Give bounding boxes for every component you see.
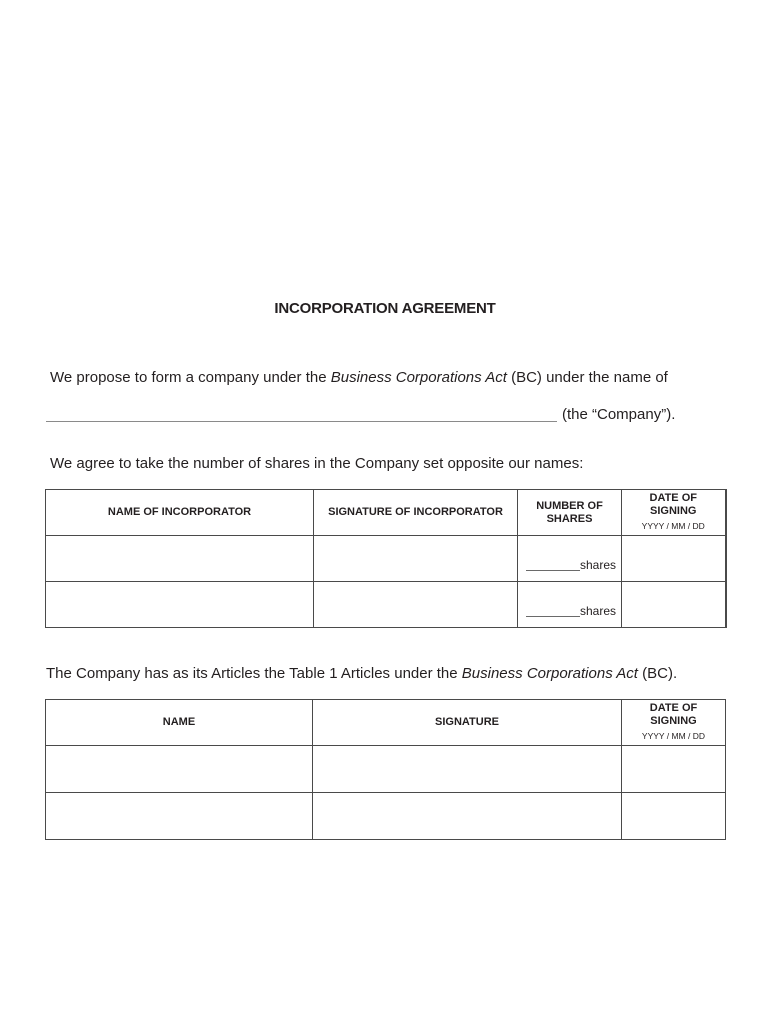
header-date-label: DATE OF SIGNING xyxy=(649,702,698,727)
incorporator-signature-cell[interactable] xyxy=(314,582,518,628)
table-row xyxy=(46,793,726,840)
header-date-of-signing xyxy=(622,490,726,536)
shares-label: shares xyxy=(580,604,617,618)
intro-text-after: (BC) under the name of xyxy=(506,369,668,386)
header-name: NAME xyxy=(46,700,313,746)
incorporators-table xyxy=(45,489,727,628)
signatories-table xyxy=(45,699,726,840)
date-of-signing-cell[interactable] xyxy=(622,536,726,582)
shares-cell[interactable] xyxy=(518,536,622,582)
intro-paragraph xyxy=(50,369,668,386)
shares-label: shares xyxy=(580,558,617,572)
header-date-label: DATE OF SIGNING xyxy=(649,492,697,517)
name-cell[interactable] xyxy=(46,793,313,840)
date-format-hint: YYYY / MM / DD xyxy=(641,731,706,741)
header-name-of-incorporator: NAME OF INCORPORATOR xyxy=(46,490,314,536)
header-date-of-signing xyxy=(622,700,726,746)
date-of-signing-cell[interactable] xyxy=(622,746,726,793)
table-header-row xyxy=(46,490,726,536)
header-signature-of-incorporator: SIGNATURE OF INCORPORATOR xyxy=(314,490,518,536)
articles-text-after: (BC). xyxy=(637,665,678,682)
company-name-field[interactable] xyxy=(46,407,557,422)
table-header-row xyxy=(46,700,726,746)
articles-act-name: Business Corporations Act xyxy=(461,665,638,682)
table-row xyxy=(46,582,726,628)
shares-intro: We agree to take the number of shares in the Company set opposite our names: xyxy=(50,455,584,472)
document-title: INCORPORATION AGREEMENT xyxy=(274,300,496,317)
incorporator-name-cell[interactable] xyxy=(46,536,314,582)
header-number-of-shares xyxy=(518,490,622,536)
date-of-signing-cell[interactable] xyxy=(622,582,726,628)
articles-paragraph xyxy=(46,665,677,682)
date-format-hint: YYYY / MM / DD xyxy=(641,521,705,531)
incorporator-signature-cell[interactable] xyxy=(314,536,518,582)
header-signature: SIGNATURE xyxy=(313,700,622,746)
name-cell[interactable] xyxy=(46,746,313,793)
table-row xyxy=(46,746,726,793)
shares-blank-line[interactable] xyxy=(526,570,580,571)
signature-cell[interactable] xyxy=(313,746,622,793)
date-of-signing-cell[interactable] xyxy=(622,793,726,840)
table-row xyxy=(46,536,726,582)
act-name: Business Corporations Act xyxy=(330,369,507,386)
shares-cell[interactable] xyxy=(518,582,622,628)
company-suffix: (the “Company”). xyxy=(562,406,676,423)
incorporator-name-cell[interactable] xyxy=(46,582,314,628)
shares-blank-line[interactable] xyxy=(526,616,580,617)
header-number-of-shares-label: NUMBER OF SHARES xyxy=(536,499,603,525)
articles-text-before: The Company has as its Articles the Table 1 Articles under the xyxy=(46,665,462,682)
intro-text-before: We propose to form a company under the xyxy=(50,369,331,386)
signature-cell[interactable] xyxy=(313,793,622,840)
